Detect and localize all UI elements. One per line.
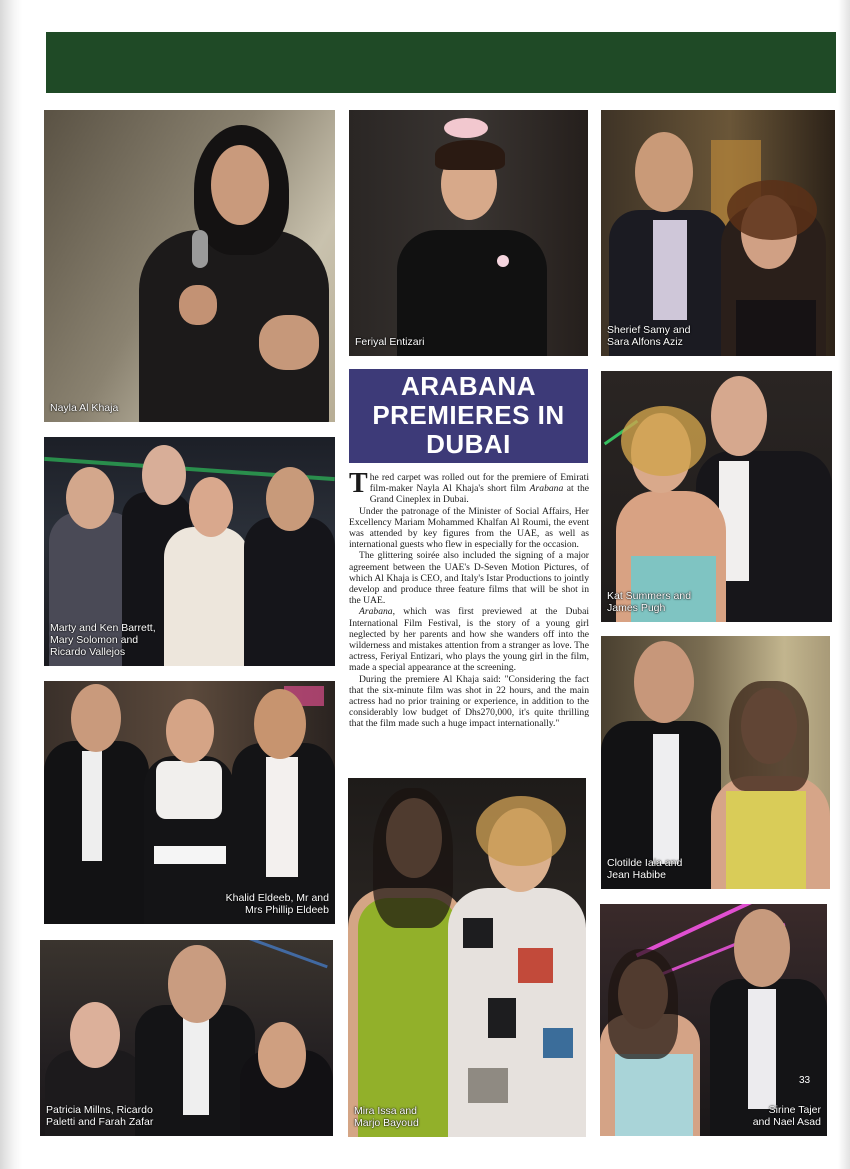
photo-nayla-al-khaja [44,110,335,422]
photo-sirine-tajer-nael-asad [600,904,827,1136]
caption-feriyal: Feriyal Entizari [355,336,425,348]
article-paragraph-1: The red carpet was rolled out for the premiere of Emirati film-maker Nayla Al Khaja's short film Arabana at the Grand Cineplex in Dubai. [349,468,589,506]
drop-cap: T [349,468,368,499]
photo-kat-summers-james-pugh [601,371,832,622]
article-paragraph-5: During the premiere Al Khaja said: "Considering the fact that the six-minute film was shot in 22 hours, and the main actress had no prior training or experience, in addition to the considerably low budget of Dhs270,000, it's quite thrilling that the film made such a huge impact internationally." [349,673,589,730]
article-paragraph-4: Arabana, which was first previewed at the Dubai International Film Festival, is the story of a young girl neglected by her parents and how she wanders off into the wilderness and mistakes attention from a stranger as love. The actress, Feriyal Entizari, who plays the young girl in the film, made a special appearance at the screening. [349,606,589,674]
page-gutter-shadow [0,0,22,1169]
photo-millns-paletti-zafar [40,940,333,1136]
page-number: 33 [799,1075,811,1086]
photo-sherief-samy-sara-aziz [601,110,835,356]
header-banner [46,32,836,93]
page-edge-shadow [838,0,850,1169]
article-paragraph-3: The glittering soirée also included the signing of a major agreement between the UAE's D-Seven Motion Pictures, of which Al Khaja is CEO, and Italy's Istar Productions to jointly develop and produce three feature films that will be shot in the UAE. [349,550,589,607]
caption-patricia: Patricia Millns, Ricardo Paletti and Farah Zafar [46,1104,154,1128]
caption-marty: Marty and Ken Barrett, Mary Solomon and Ricardo Vallejos [50,622,156,658]
photo-barrett-solomon-vallejos [44,437,335,666]
caption-sirine: Sirine Tajer and Nael Asad [752,1104,821,1128]
article-body [349,468,589,730]
photo-eldeeb [44,681,335,924]
caption-kat: Kat Summers and James Pugh [607,590,692,614]
caption-sherief: Sherief Samy and Sara Alfons Aziz [607,324,691,348]
headline-line-2: PREMIERES IN [372,400,565,430]
caption-nayla: Nayla Al Khaja [50,402,119,414]
headline-line-1: ARABANA [401,371,536,401]
photo-mira-issa-marjo-bayoud [348,778,586,1137]
photo-feriyal-entizari [349,110,588,356]
caption-khalid: Khalid Eldeeb, Mr and Mrs Phillip Eldeeb [225,892,329,916]
caption-clotilde: Clotilde Iaia and Jean Habibe [607,857,683,881]
photo-clotilde-iaia-jean-habibe [601,636,830,889]
article-headline [349,369,588,463]
caption-mira: Mira Issa and Marjo Bayoud [354,1105,419,1129]
headline-line-3: DUBAI [426,429,511,459]
article-paragraph-2: Under the patronage of the Minister of Social Affairs, Her Excellency Mariam Mohammed Khalfan Al Roumi, the event was attended by key figures from the UAE, as well as international guests who flew in especially for the occasion. [349,505,589,551]
